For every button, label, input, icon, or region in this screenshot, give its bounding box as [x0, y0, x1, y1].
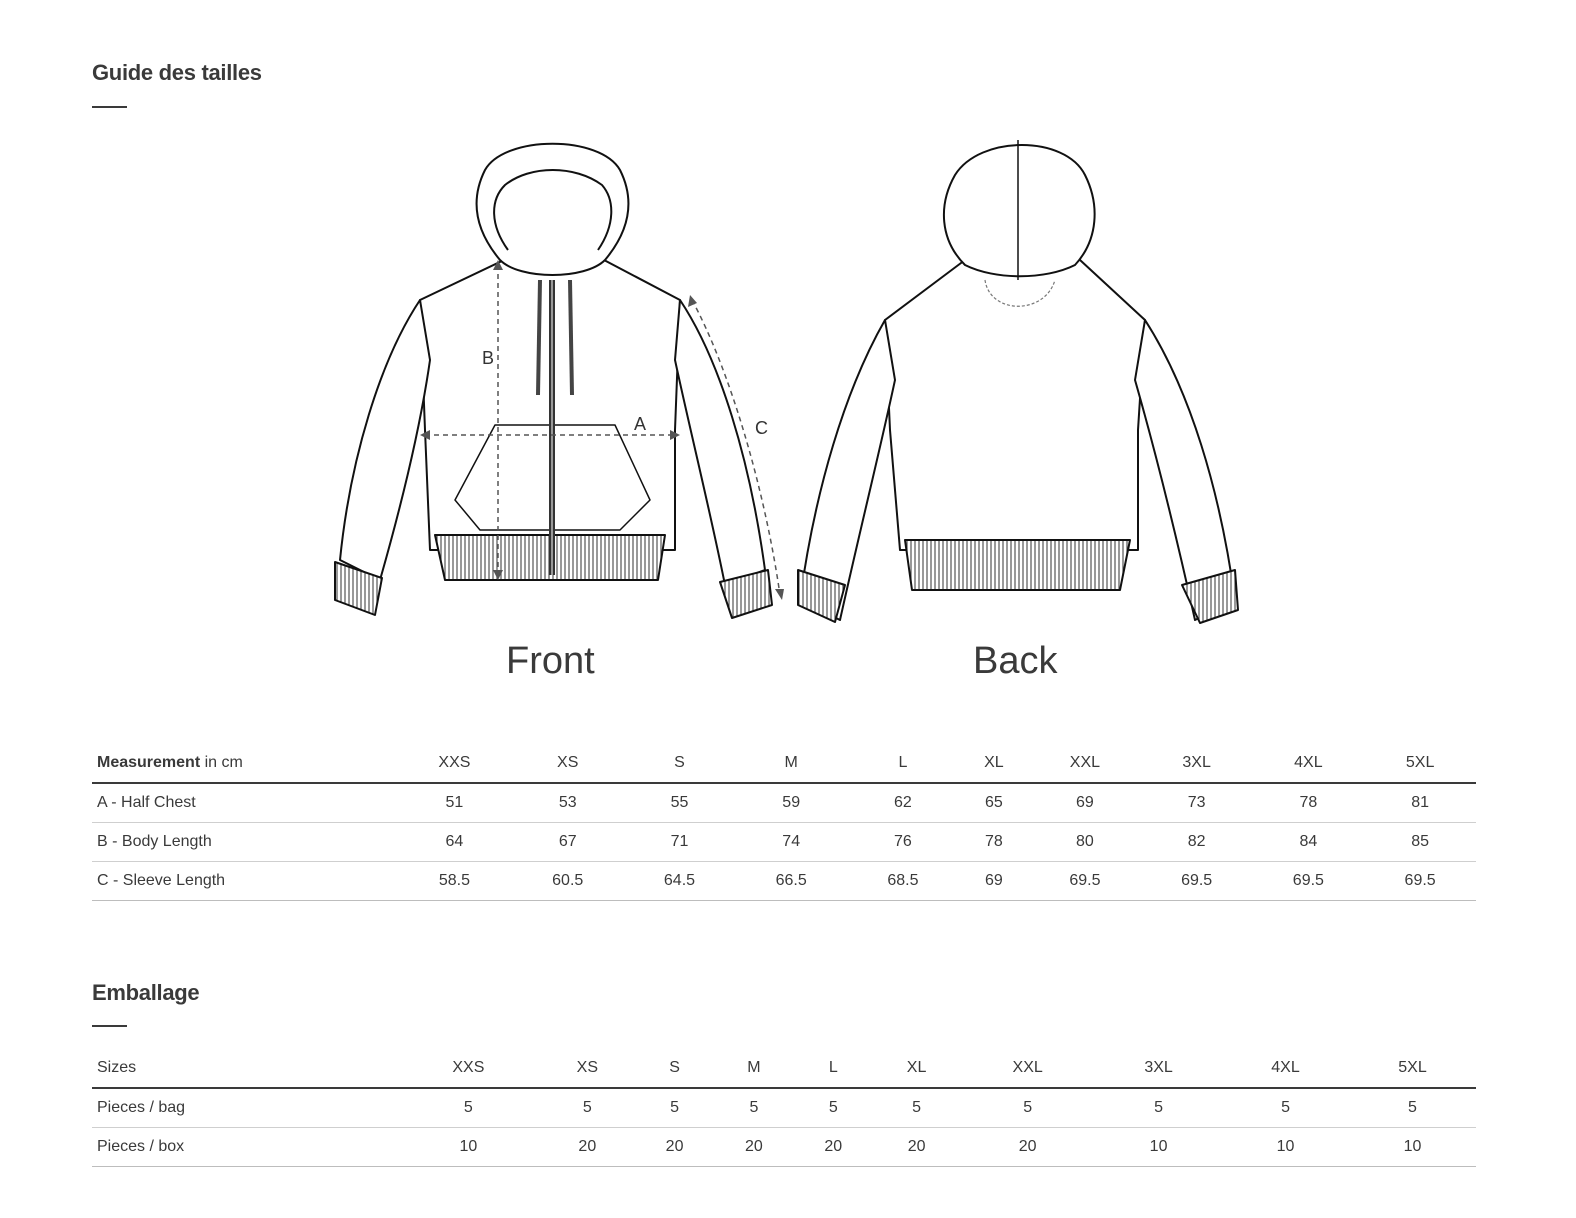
table-cell: 68.5 — [887, 872, 919, 889]
table-cell: 69.5 — [1404, 872, 1436, 889]
hoodie-front-icon — [320, 130, 790, 630]
size-column-header: 3XL — [1144, 1059, 1173, 1076]
table-cell: 65 — [985, 794, 1003, 811]
table-cell: 5 — [1154, 1099, 1164, 1116]
table-cell: 69 — [1076, 794, 1094, 811]
size-column-header: 5XL — [1398, 1059, 1427, 1076]
dimension-b-label: B — [482, 348, 495, 368]
row-label: Pieces / box — [97, 1138, 185, 1155]
size-column-header: S — [674, 754, 685, 771]
row-label: A - Half Chest — [97, 794, 196, 811]
size-column-header: 5XL — [1405, 754, 1435, 771]
table-cell: 10 — [1276, 1138, 1295, 1155]
size-column-header: M — [747, 1059, 761, 1076]
size-column-header: XXL — [1012, 1059, 1043, 1076]
size-column-header: 4XL — [1294, 754, 1323, 771]
table-cell: 20 — [578, 1138, 597, 1155]
size-column-header: XL — [906, 1059, 927, 1076]
table-cell: 5 — [749, 1099, 759, 1116]
table-cell: 62 — [894, 794, 912, 811]
table-cell: 82 — [1187, 833, 1206, 850]
row-label: B - Body Length — [97, 833, 212, 850]
sizes-header: Sizes — [97, 1059, 137, 1076]
table-cell: 64.5 — [663, 872, 696, 889]
table-cell: 5 — [670, 1099, 680, 1116]
table-cell: 80 — [1076, 833, 1094, 850]
table-row — [92, 1128, 1476, 1167]
front-view-label: Front — [506, 640, 595, 682]
row-label: Pieces / bag — [97, 1099, 186, 1116]
dimension-a-label: A — [634, 414, 647, 434]
table-cell: 73 — [1187, 794, 1206, 811]
table-cell: 64 — [445, 833, 464, 850]
table-cell: 84 — [1299, 833, 1318, 850]
table-cell: 74 — [782, 833, 801, 850]
table-cell: 78 — [1299, 794, 1318, 811]
table-cell: 10 — [459, 1138, 478, 1155]
table-cell: 81 — [1411, 794, 1430, 811]
size-column-header: M — [784, 754, 798, 771]
table-cell: 5 — [912, 1099, 922, 1116]
table-cell: 20 — [907, 1138, 926, 1155]
size-column-header: S — [669, 1059, 680, 1076]
measurement-header-label: Measurement — [97, 754, 201, 771]
table-cell: 55 — [670, 794, 689, 811]
size-column-header: 4XL — [1271, 1059, 1300, 1076]
packaging-table-header-row — [92, 1049, 1476, 1088]
table-cell: 76 — [894, 833, 912, 850]
table-cell: 20 — [745, 1138, 763, 1155]
size-column-header: XXS — [438, 754, 471, 771]
row-label: C - Sleeve Length — [97, 872, 226, 889]
size-column-header: XXS — [452, 1059, 485, 1076]
table-cell: 67 — [558, 833, 577, 850]
size-column-header: L — [828, 1059, 838, 1076]
table-cell: 85 — [1411, 833, 1430, 850]
table-row — [92, 1088, 1476, 1128]
size-column-header: XXL — [1069, 754, 1101, 771]
size-column-header: XS — [557, 754, 579, 771]
table-cell: 69.5 — [1069, 872, 1101, 889]
table-cell: 69.5 — [1292, 872, 1324, 889]
table-cell: 69.5 — [1181, 872, 1213, 889]
table-row — [92, 862, 1476, 901]
size-table — [92, 744, 1476, 901]
table-cell: 20 — [665, 1138, 684, 1155]
table-cell: 5 — [828, 1099, 838, 1116]
size-table-header-row — [92, 744, 1476, 783]
size-column-header: XL — [984, 754, 1004, 771]
table-cell: 60.5 — [552, 872, 584, 889]
table-cell: 5 — [463, 1099, 473, 1116]
table-row — [92, 783, 1476, 823]
table-cell: 51 — [445, 794, 464, 811]
table-cell: 5 — [1281, 1099, 1290, 1116]
measurement-header — [92, 744, 397, 783]
table-row — [92, 823, 1476, 862]
dimension-c-label: C — [755, 418, 768, 438]
size-column-header: XS — [576, 1059, 598, 1076]
table-cell: 53 — [558, 794, 577, 811]
size-guide-title: Guide des tailles — [92, 60, 262, 85]
size-column-header: L — [898, 754, 908, 771]
size-guide-title-underline — [92, 106, 127, 108]
table-cell: 5 — [582, 1099, 592, 1116]
packaging-title: Emballage — [92, 980, 200, 1005]
size-column-header: 3XL — [1182, 754, 1211, 771]
table-cell: 5 — [1023, 1099, 1033, 1116]
table-cell: 20 — [824, 1138, 843, 1155]
table-cell: 59 — [782, 794, 801, 811]
table-cell: 20 — [1018, 1138, 1037, 1155]
back-view-label: Back — [973, 640, 1058, 682]
table-cell: 10 — [1403, 1138, 1422, 1155]
table-cell: 78 — [985, 833, 1003, 850]
hoodie-back-icon — [790, 130, 1250, 630]
packaging-table — [92, 1049, 1476, 1167]
packaging-title-underline — [92, 1025, 127, 1027]
table-cell: 66.5 — [775, 872, 807, 889]
measurement-header-unit: in cm — [200, 754, 243, 771]
table-cell: 58.5 — [438, 872, 470, 889]
table-cell: 71 — [670, 833, 689, 850]
table-cell: 10 — [1149, 1138, 1168, 1155]
table-cell: 69 — [985, 872, 1003, 889]
table-cell: 5 — [1408, 1099, 1417, 1116]
